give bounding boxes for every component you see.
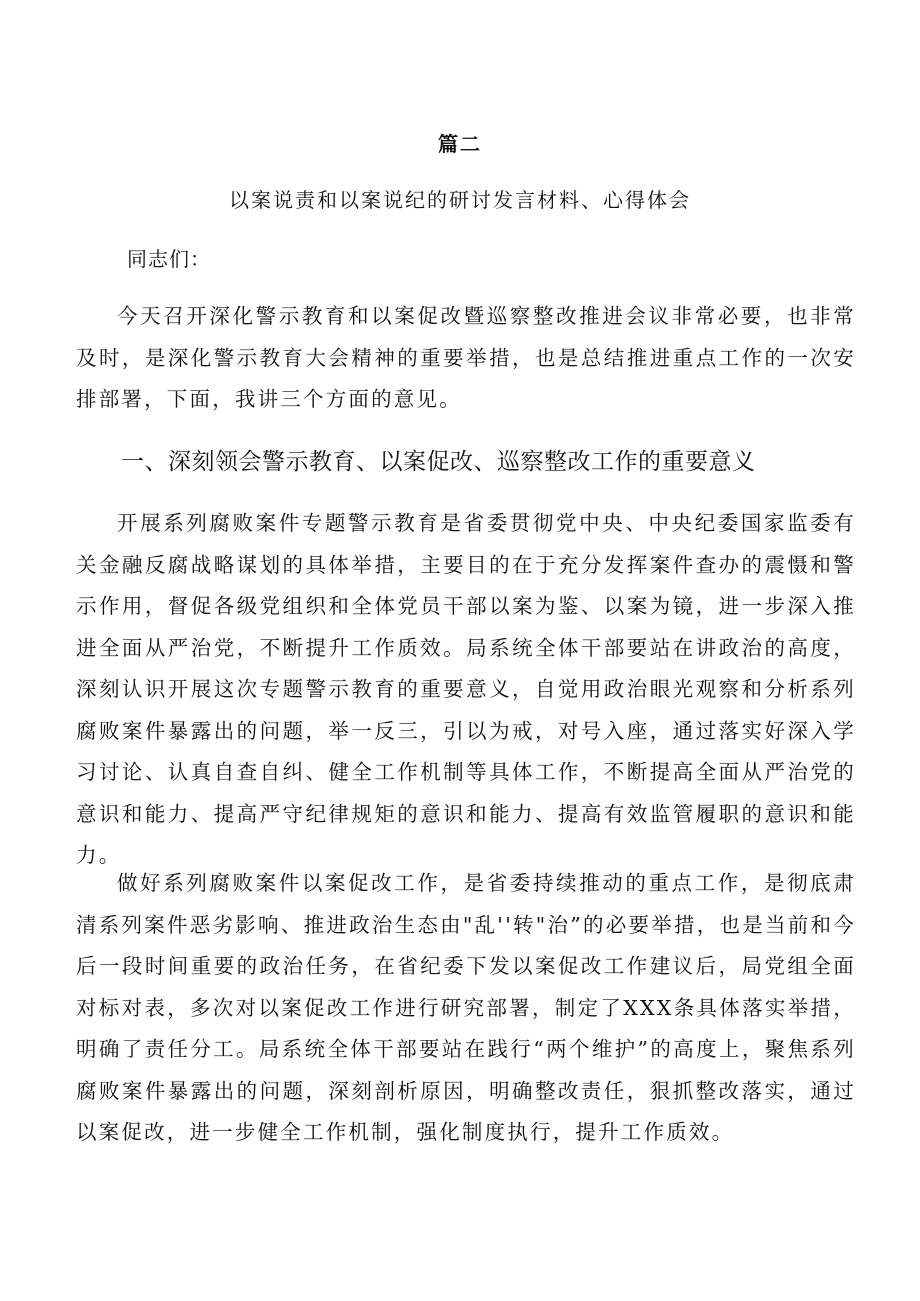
document-title: 以案说责和以案说纪的研讨发言材料、心得体会 [229, 188, 691, 212]
document-label: 篇二 [438, 132, 482, 156]
body-paragraph: 开展系列腐败案件专题警示教育是省委贯彻党中央、中央纪委国家监委有关金融反腐战略谋划的具体举措，主要目的在于充分发挥案件查办的震慑和警示作用，督促各级党组织和全体党员干部以案为鉴、以案为镜，进一步深入推进全面从严治党，不断提升工作质效。局系统全体干部要站在讲政治的高度，深刻认识开展这次专题警示教育的重要意义，自觉用政治眼光观察和分析系列腐败案件暴露出的问题，举一反三，引以为戒，对号入座，通过落实好深入学习讨论、认真自查自纠、健全工作机制等具体工作，不断提高全面从严治党的意识和能力、提高严守纪律规矩的意识和能力、提高有效监管履职的意识和能力。 [76, 511, 856, 867]
section-heading: 一、深刻领会警示教育、以案促改、巡察整改工作的重要意义 [121, 449, 756, 475]
intro-paragraph: 今天召开深化警示教育和以案促改暨巡察整改推进会议非常必要，也非常及时，是深化警示教育大会精神的重要举措，也是总结推进重点工作的一次安排部署，下面，我讲三个方面的意见。 [76, 304, 856, 411]
salutation: 同志们： [127, 247, 211, 271]
body-paragraph: 做好系列腐败案件以案促改工作，是省委持续推动的重点工作，是彻底肃清系列案件恶劣影响、推进政治生态由"乱''转"治”的必要举措，也是当前和今后一段时间重要的政治任务，在省纪委下发以案促改工作建议后，局党组全面对标对表，多次对以案促改工作进行研究部署，制定了XXX条具体落实举措，明确了责任分工。局系统全体干部要站在践行“两个维护”的高度上，聚焦系列腐败案件暴露出的问题，深刻剖析原因，明确整改责任，狠抓整改落实，通过以案促改，进一步健全工作机制，强化制度执行，提升工作质效。 [76, 871, 856, 1144]
